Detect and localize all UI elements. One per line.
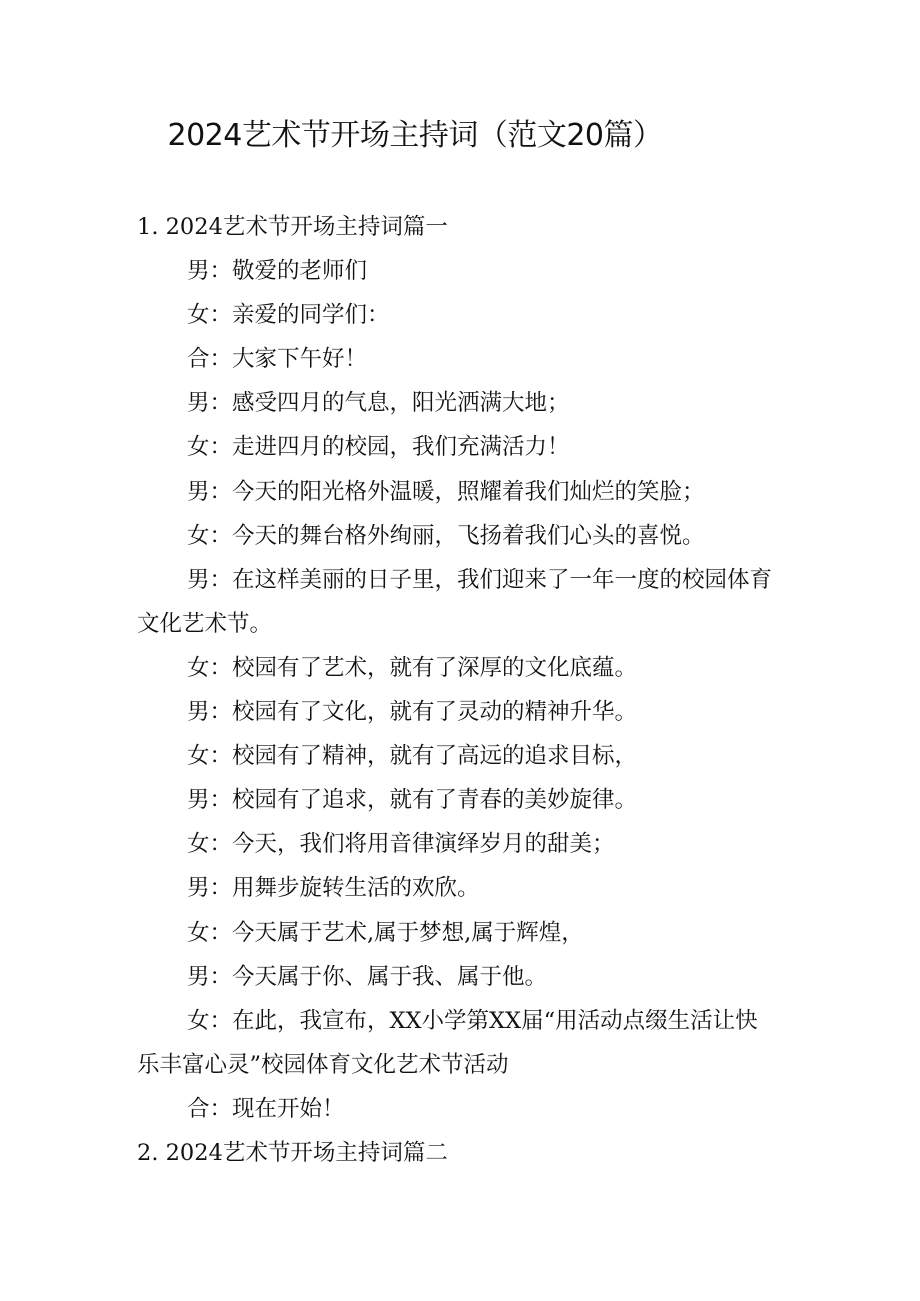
dialogue-line: 合：现在开始！	[187, 1095, 345, 1122]
dialogue-line: 男：在这样美丽的日子里，我们迎来了一年一度的校园体育文化艺术节。	[137, 566, 773, 637]
dialogue-line: 女：走进四月的校园，我们充满活力！	[187, 434, 570, 461]
dialogue-line: 男：今天的阳光格外温暖，照耀着我们灿烂的笑脸；	[187, 478, 705, 505]
section-heading-1: 1. 2024艺术节开场主持词篇一	[137, 214, 448, 240]
section-heading-2: 2. 2024艺术节开场主持词篇二	[137, 1139, 448, 1166]
dialogue-line: 女：校园有了艺术，就有了深厚的文化底蕴。	[187, 654, 638, 681]
dialogue-line: 男：校园有了文化，就有了灵动的精神升华。	[187, 699, 638, 726]
dialogue-line: 男：今天属于你、属于我、属于他。	[187, 963, 548, 990]
dialogue-line: 女：今天属于艺术,属于梦想,属于辉煌，	[187, 919, 584, 946]
dialogue-line: 男：校园有了追求，就有了青春的美妙旋律。	[187, 787, 638, 814]
dialogue-line: 女：在此，我宣布，XX小学第XX届“用活动点缀生活让快乐丰富心灵”校园体育文化艺术节活动	[137, 1007, 758, 1078]
dialogue-line: 合：大家下午好！	[187, 346, 368, 373]
dialogue-line: 女：今天，我们将用音律演绎岁月的甜美；	[187, 831, 615, 858]
dialogue-line: 男：用舞步旋转生活的欢欣。	[187, 875, 480, 902]
dialogue-line: 女：校园有了精神，就有了高远的追求目标，	[187, 743, 638, 770]
dialogue-line: 男：感受四月的气息，阳光洒满大地；	[187, 390, 570, 417]
dialogue-line: 女：亲爱的同学们：	[187, 302, 390, 329]
dialogue-line: 女：今天的舞台格外绚丽，飞扬着我们心头的喜悦。	[187, 522, 705, 549]
document-title: 2024艺术节开场主持词（范文20篇）	[167, 118, 663, 153]
dialogue-line: 男：敬爱的老师们	[187, 258, 368, 285]
document-body	[137, 205, 777, 1175]
